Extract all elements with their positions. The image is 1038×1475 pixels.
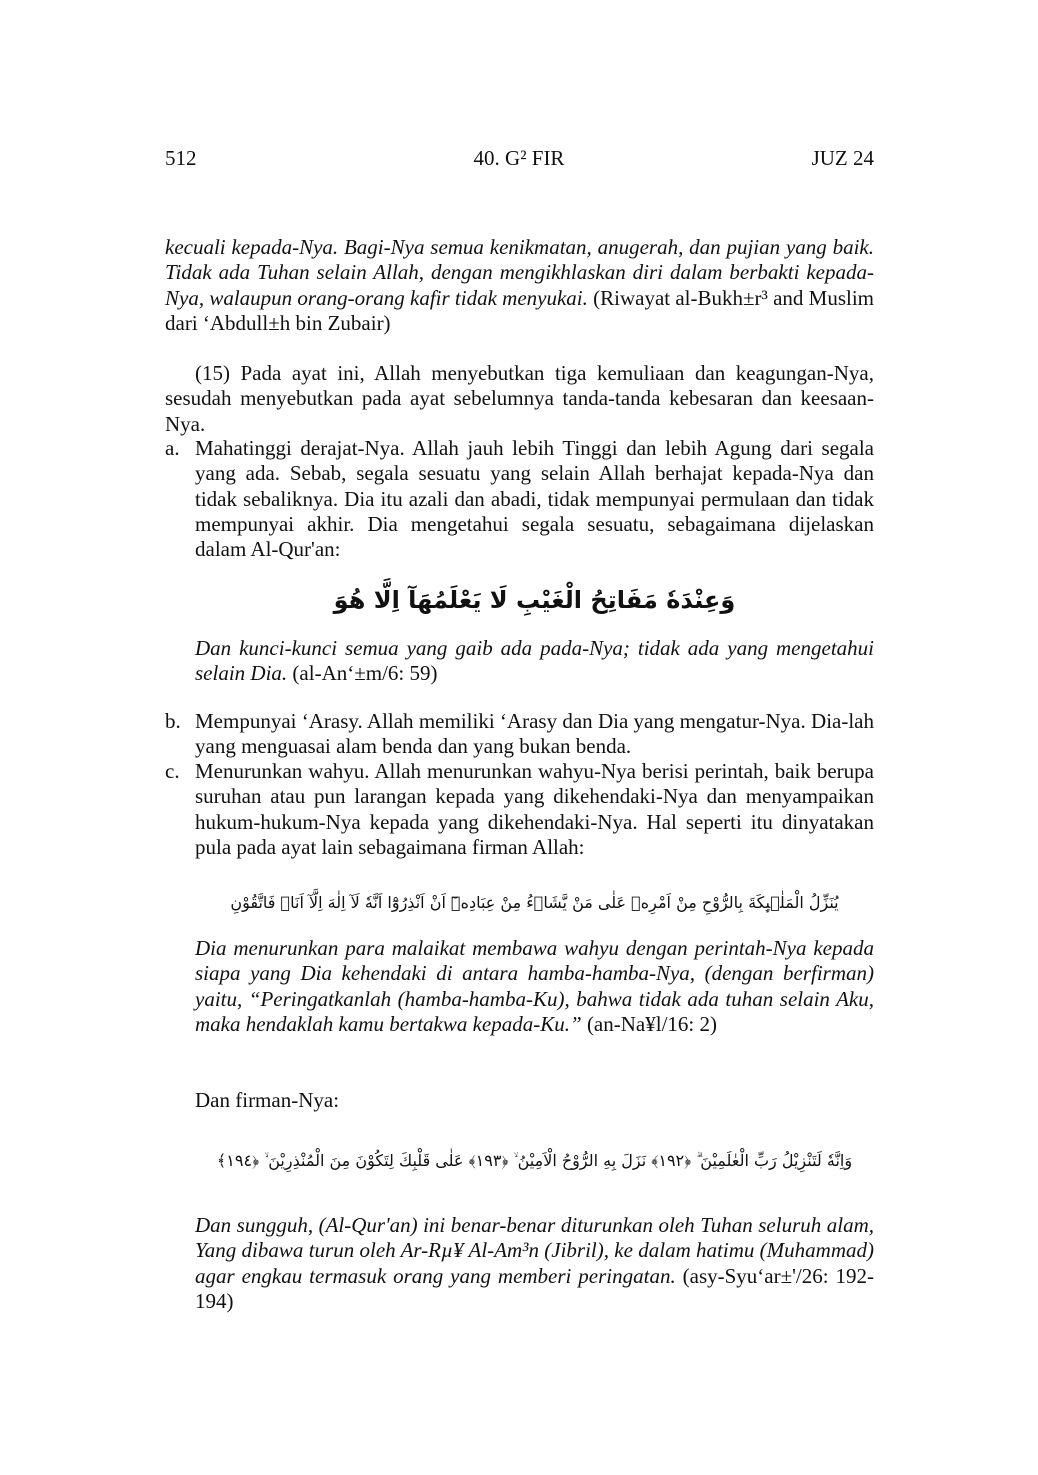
translation-6-59 [195, 636, 874, 687]
translation-text: Dan sungguh, (Al-Qur'an) ini benar-benar diturunkan oleh Tuhan seluruh alam, Yang dibawa turun oleh Ar-Rµ¥ Al-Am³n (Jibril), ke dalam hatimu (Muhammad) agar engkau termasuk orang yang memberi peringatan. [195, 1213, 874, 1288]
verse-reference: (al-An‘±m/6: 59) [287, 661, 438, 686]
translation-text: Dia menurunkan para malaikat membawa wahyu dengan perintah-Nya kepada siapa yang Dia kehendaki di antara hamba-hamba-Nya, (dengan berfirman) yaitu, “Peringatkanlah (hamba-hamba-Ku), bahwa tidak ada tuhan selain Aku, maka hendaklah kamu bertakwa kepada-Ku.” [195, 936, 874, 1036]
hadith-paragraph [165, 235, 874, 336]
translation-16-2 [195, 936, 874, 1037]
list-text: Mempunyai ‘Arasy. Allah memiliki ‘Arasy dan Dia yang mengatur-Nya. Dia-lah yang menguasai alam benda dan yang bukan benda. [195, 709, 874, 759]
verse-reference: (an-Na¥l/16: 2) [581, 1011, 717, 1036]
translation-26-192-194 [195, 1213, 874, 1314]
paragraph-15: (15) Pada ayat ini, Allah menyebutkan tiga kemuliaan dan keagungan-Nya, sesudah menyebutkan pada ayat sebelumnya tanda-tanda kebesaran dan keesaan-Nya. [165, 361, 874, 436]
arabic-verse-6-59: وَعِنْدَهٗ مَفَاتِحُ الْغَيْبِ لَا يَعْلَمُهَآ اِلَّا هُوَ [333, 586, 736, 614]
list-item-b [165, 709, 874, 760]
list-item-a [165, 436, 874, 562]
list-text: Mahatinggi derajat-Nya. Allah jauh lebih Tinggi dan lebih Agung dari segala yang ada. Sebab, segala sesuatu yang selain Allah berhajat kepada-Nya dan tidak sebaliknya. Dia itu azali dan abadi, tidak mempunyai permulaan dan tidak mempunyai akhir. Dia mengetahui segala sesuatu, sebagaimana dijelaskan dalam Al-Qur'an: [195, 436, 874, 562]
list-marker: c. [165, 759, 180, 783]
list-text: Menurunkan wahyu. Allah menurunkan wahyu-Nya berisi perintah, baik berupa suruhan atau pun larangan kepada yang dikehendaki-Nya dan menyampaikan hukum-hukum-Nya kepada yang dikehendaki-Nya. Hal seperti itu dinyatakan pula pada ayat lain sebagaimana firman Allah: [195, 759, 874, 859]
list-marker: a. [165, 436, 180, 460]
list-item-c [165, 759, 874, 860]
arabic-verse-16-2: يُنَزِّلُ الْمَلٰۤىِٕكَةَ بِالرُّوْحِ مِنْ اَمْرِهٖ عَلٰى مَنْ يَّشَاۤءُ مِنْ عِبَادِهٖٓ اَنْ اَنْذِرُوْٓا اَنَّهٗ لَآ اِلٰهَ اِلَّآ اَنَا۠ فَاتَّقُوْنِ [230, 893, 839, 912]
page-number: 512 [165, 146, 197, 170]
verse-reference: (asy-Syu‘ar±'/26: 192-194) [195, 1263, 874, 1313]
paragraph-firman: Dan firman-Nya: [195, 1088, 340, 1112]
list-marker: b. [165, 709, 181, 733]
arabic-verse-26-192-194: وَاِنَّهٗ لَتَنْزِيْلُ رَبِّ الْعٰلَمِيْنَ ۗ ﴿١٩٢﴾ نَزَلَ بِهِ الرُّوْحُ الْاَمِيْنُ ۙ ﴿١٩٣﴾ عَلٰى قَلْبِكَ لِتَكُوْنَ مِنَ الْمُنْذِرِيْنَ ۙ ﴿١٩٤﴾ [216, 1151, 853, 1170]
hadith-reference: (Riwayat al-Bukh±r³ and Muslim dari ‘Abdull±h bin Zubair) [165, 285, 874, 335]
running-header-chapter: 40. G² FIR [473, 146, 565, 170]
running-header-juz: JUZ 24 [811, 146, 874, 170]
hadith-text: kecuali kepada-Nya. Bagi-Nya semua kenikmatan, anugerah, dan pujian yang baik. Tidak ada Tuhan selain Allah, dengan mengikhlaskan diri dalam berbakti kepada-Nya, walaupun orang-orang kafir tidak menyukai. [165, 235, 874, 310]
translation-text: Dan kunci-kunci semua yang gaib ada pada-Nya; tidak ada yang mengetahui selain Dia. [195, 636, 874, 686]
